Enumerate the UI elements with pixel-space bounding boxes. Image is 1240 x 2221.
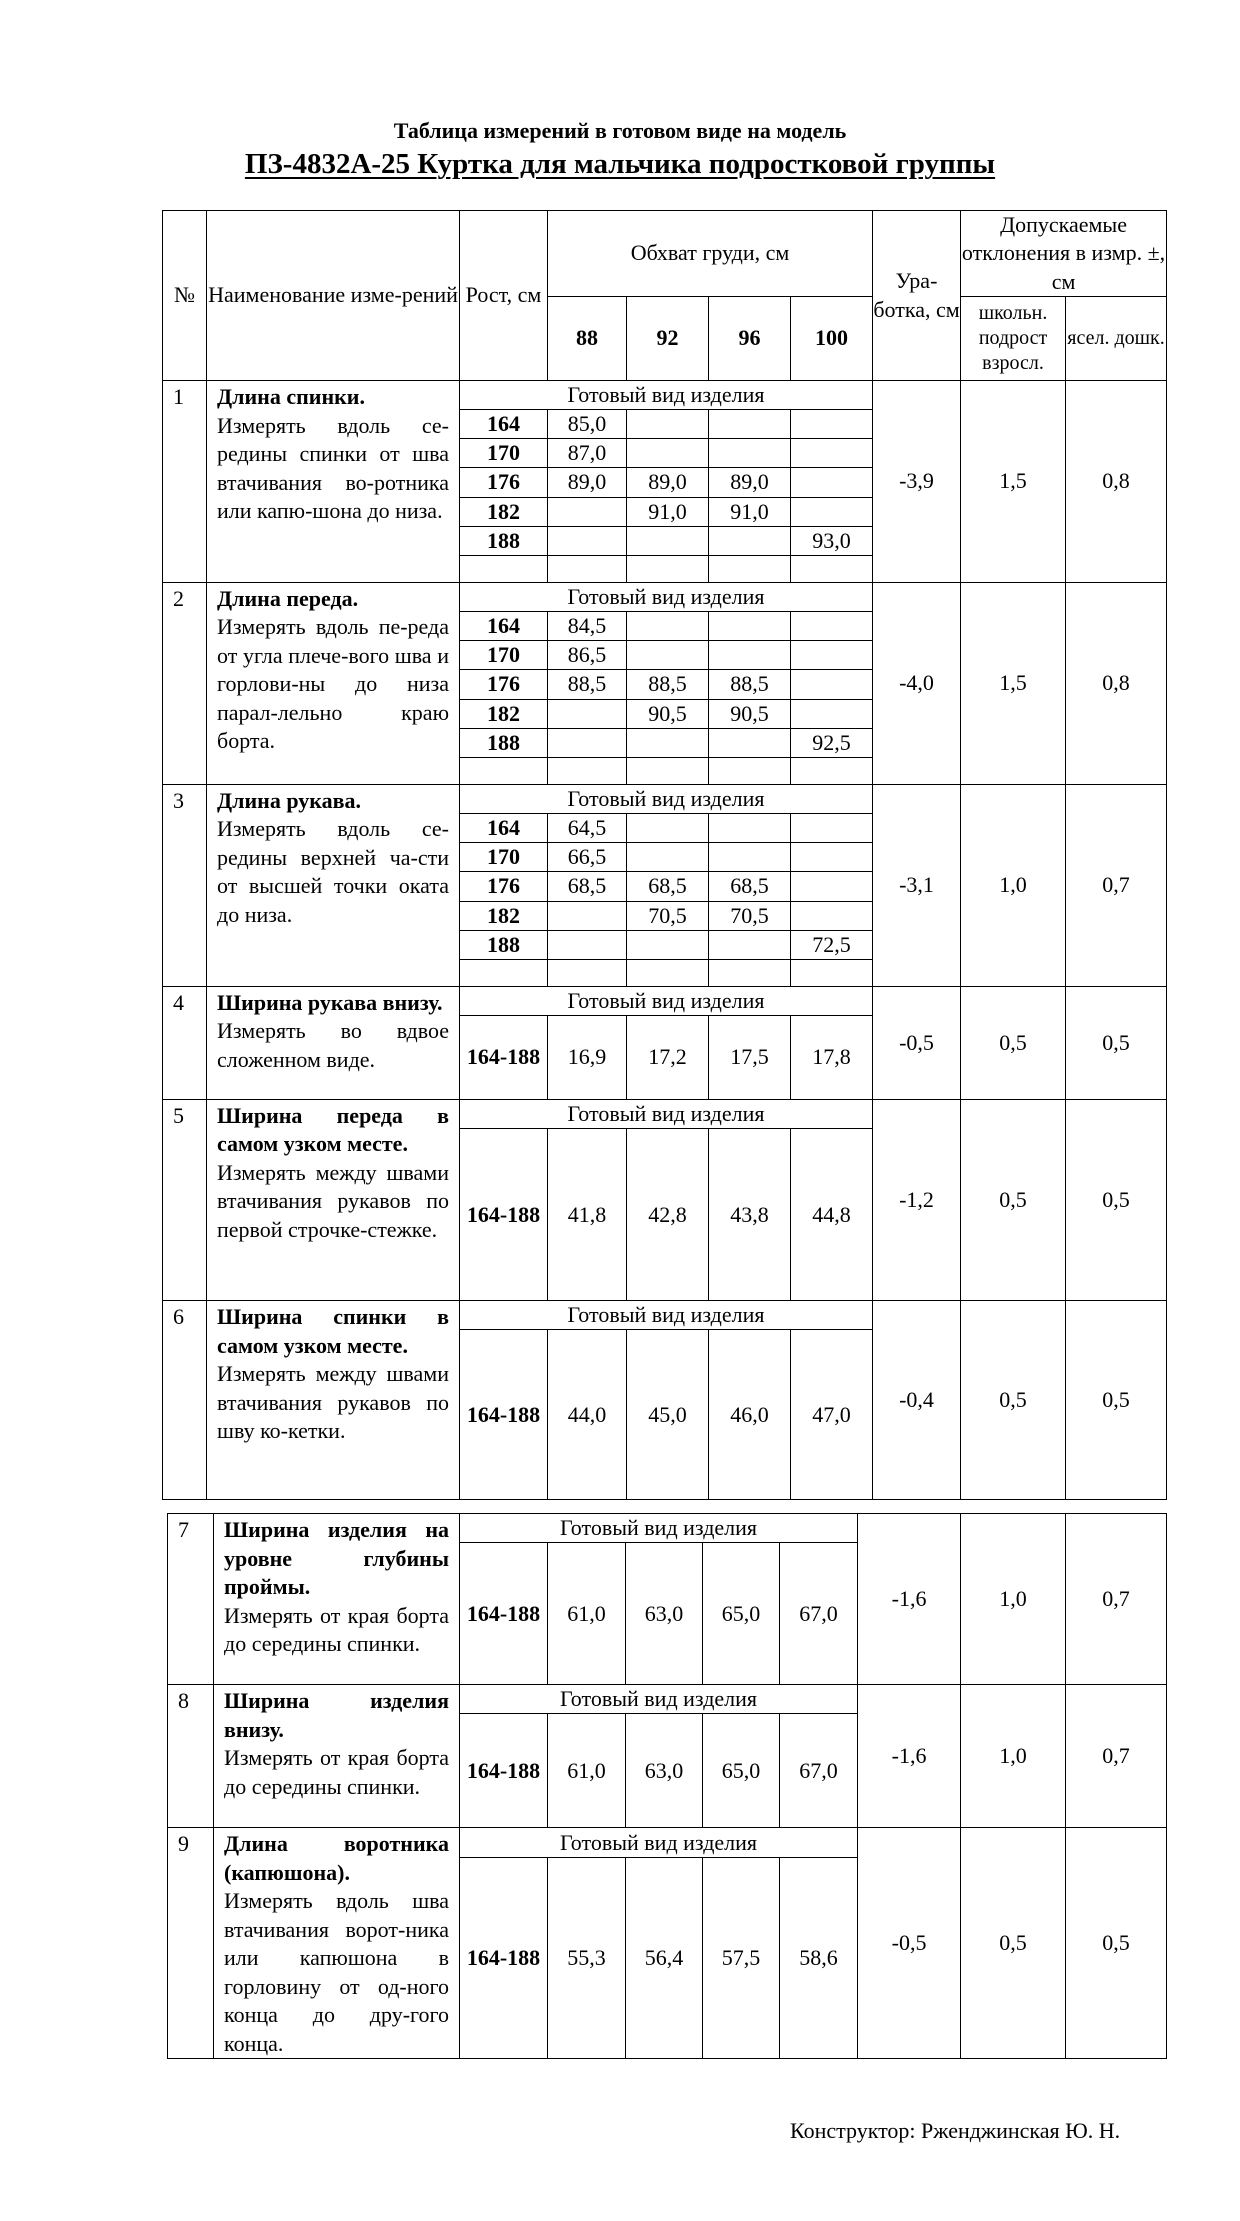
height-range: 164-188 — [460, 1015, 548, 1099]
tolerance-school-value: 1,0 — [961, 1514, 1066, 1685]
height-value — [460, 555, 548, 582]
table-row — [168, 1828, 1167, 1858]
measurement-value: 64,5 — [548, 814, 627, 843]
height-value: 182 — [460, 497, 548, 526]
measurement-value — [791, 814, 873, 843]
designer-signature: Конструктор: Рженджинская Ю. Н. — [790, 2118, 1121, 2143]
measurement-value: 68,5 — [709, 872, 791, 901]
header-tolerance-preschool: ясел. дошк. — [1066, 297, 1167, 381]
measurement-value — [791, 757, 873, 784]
measurement-value: 84,5 — [548, 612, 627, 641]
document-title — [0, 148, 1240, 181]
allowance-value: -1,6 — [858, 1685, 961, 1828]
measurement-value: 47,0 — [791, 1330, 873, 1500]
height-value — [460, 959, 548, 986]
measurement-value — [791, 612, 873, 641]
measurement-value: 46,0 — [709, 1330, 791, 1500]
measurement-value: 63,0 — [626, 1543, 703, 1685]
height-value: 164 — [460, 612, 548, 641]
measurement-value: 17,8 — [791, 1015, 873, 1099]
measurement-value — [709, 439, 791, 468]
measurement-value — [791, 670, 873, 699]
measurement-instructions: Измерять между швами втачивания рукавов по шву ко-кетки. — [217, 1361, 449, 1444]
measurement-value: 43,8 — [709, 1129, 791, 1301]
height-value: 170 — [460, 843, 548, 872]
row-number: 9 — [168, 1828, 214, 2059]
height-value — [460, 757, 548, 784]
header-allowance: Ура-ботка, см — [873, 211, 961, 381]
tolerance-school-value: 0,5 — [961, 1099, 1066, 1300]
measurement-value — [709, 410, 791, 439]
measurement-name — [207, 784, 460, 986]
allowance-value: -0,4 — [873, 1301, 961, 1500]
section-label: Готовый вид изделия — [460, 1099, 873, 1128]
measurement-value — [709, 728, 791, 757]
measurement-value: 68,5 — [627, 872, 709, 901]
measurement-value — [791, 872, 873, 901]
measurement-value — [791, 468, 873, 497]
tolerance-preschool-value: 0,5 — [1066, 986, 1167, 1099]
tolerance-school-value: 1,0 — [961, 1685, 1066, 1828]
header-chest-size: 88 — [548, 297, 627, 381]
measurement-title: Длина переда. — [217, 585, 359, 611]
measurement-value — [791, 410, 873, 439]
measurement-value — [709, 641, 791, 670]
section-label: Готовый вид изделия — [460, 1301, 873, 1330]
height-value: 188 — [460, 526, 548, 555]
measurement-value — [548, 728, 627, 757]
height-value: 164 — [460, 410, 548, 439]
measurement-value — [791, 641, 873, 670]
header-tolerance: Допускаемые отклонения в измр. ±, см — [961, 211, 1167, 297]
tolerance-school-value: 0,5 — [961, 986, 1066, 1099]
measurement-value: 92,5 — [791, 728, 873, 757]
measurement-instructions: Измерять от края борта до середины спинки. — [224, 1745, 449, 1799]
measurement-value: 72,5 — [791, 930, 873, 959]
measurement-value — [791, 439, 873, 468]
height-value: 176 — [460, 468, 548, 497]
measurement-name — [207, 1301, 460, 1500]
measurement-name — [214, 1514, 460, 1685]
allowance-value: -3,1 — [873, 784, 961, 986]
measurement-instructions: Измерять во вдвое сложенном виде. — [217, 1018, 449, 1072]
measurement-value — [709, 814, 791, 843]
measurement-value: 89,0 — [548, 468, 627, 497]
measurement-title: Длина спинки. — [217, 384, 365, 409]
measurement-value — [627, 439, 709, 468]
measurement-name — [207, 986, 460, 1099]
measurement-value: 66,5 — [548, 843, 627, 872]
row-number: 2 — [163, 582, 207, 784]
measurement-value: 70,5 — [627, 901, 709, 930]
measurement-instructions: Измерять вдоль пе-реда от угла плече-вого шва и горлови-ны до низа парал-лельно краю борта. — [217, 614, 449, 754]
row-number: 3 — [163, 784, 207, 986]
tolerance-school-value: 1,0 — [961, 784, 1066, 986]
measurement-title: Длина воротника (капюшона). — [224, 1831, 449, 1885]
measurement-value — [627, 555, 709, 582]
measurement-value: 68,5 — [548, 872, 627, 901]
measurement-value — [548, 699, 627, 728]
measurement-value — [627, 728, 709, 757]
measurement-value — [548, 555, 627, 582]
measurement-name — [207, 1099, 460, 1300]
tolerance-preschool-value: 0,5 — [1066, 1301, 1167, 1500]
measurement-value — [548, 497, 627, 526]
measurement-value — [709, 930, 791, 959]
height-value: 182 — [460, 901, 548, 930]
measurement-value: 85,0 — [548, 410, 627, 439]
measurement-value — [548, 930, 627, 959]
measurement-value — [627, 814, 709, 843]
measurement-value — [709, 757, 791, 784]
tolerance-preschool-value: 0,8 — [1066, 381, 1167, 583]
allowance-value: -1,6 — [858, 1514, 961, 1685]
measurements-table-lower — [167, 1513, 1167, 2059]
measurement-instructions: Измерять вдоль шва втачивания ворот-ника или капюшона в горловину от од-ного конца до дру-гого конца. — [224, 1888, 449, 2056]
tolerance-school-value: 1,5 — [961, 582, 1066, 784]
table-caption: Таблица измерений в готовом виде на модель — [393, 118, 847, 143]
header-num: № — [163, 211, 207, 381]
measurement-name — [207, 582, 460, 784]
measurement-value: 86,5 — [548, 641, 627, 670]
measurement-value: 45,0 — [627, 1330, 709, 1500]
tolerance-preschool-value: 0,5 — [1066, 1099, 1167, 1300]
row-number: 6 — [163, 1301, 207, 1500]
height-value: 176 — [460, 670, 548, 699]
measurement-value: 93,0 — [791, 526, 873, 555]
header-tolerance-school: школьн. подрост взросл. — [961, 297, 1066, 381]
measurement-value: 87,0 — [548, 439, 627, 468]
measurement-instructions: Измерять вдоль се-редины спинки от шва втачивания во-ротника или капю-шона до низа. — [217, 412, 449, 523]
header-name: Наименование изме-рений — [207, 211, 460, 381]
measurement-value: 61,0 — [548, 1543, 626, 1685]
measurement-value: 90,5 — [709, 699, 791, 728]
header-chest-size: 92 — [627, 297, 709, 381]
measurement-value: 56,4 — [626, 1857, 703, 2058]
table-row — [163, 381, 1167, 410]
measurement-value — [709, 959, 791, 986]
measurement-value — [627, 410, 709, 439]
height-range: 164-188 — [460, 1857, 548, 2058]
table-row — [163, 1099, 1167, 1128]
height-range: 164-188 — [460, 1543, 548, 1685]
measurement-title: Ширина изделия внизу. — [224, 1688, 449, 1742]
measurement-value — [709, 526, 791, 555]
measurement-value — [791, 901, 873, 930]
measurement-value: 58,6 — [780, 1857, 858, 2058]
measurement-value — [709, 612, 791, 641]
header-chest-size: 100 — [791, 297, 873, 381]
measurement-value: 17,5 — [709, 1015, 791, 1099]
measurement-value — [791, 497, 873, 526]
section-label: Готовый вид изделия — [460, 582, 873, 611]
allowance-value: -1,2 — [873, 1099, 961, 1300]
measurements-table-upper — [162, 210, 1167, 1500]
measurement-value: 44,0 — [548, 1330, 627, 1500]
measurement-value — [627, 526, 709, 555]
measurement-title: Ширина переда в самом узком месте. — [217, 1102, 449, 1157]
tolerance-preschool-value: 0,8 — [1066, 582, 1167, 784]
measurement-name — [207, 381, 460, 583]
measurement-value: 91,0 — [709, 497, 791, 526]
measurement-value — [627, 612, 709, 641]
header-height: Рост, см — [460, 211, 548, 381]
table-row — [163, 582, 1167, 611]
section-label: Готовый вид изделия — [460, 784, 873, 813]
height-value: 164 — [460, 814, 548, 843]
measurement-value — [791, 959, 873, 986]
allowance-value: -3,9 — [873, 381, 961, 583]
measurement-value — [548, 959, 627, 986]
measurement-title: Ширина изделия на уровне глубины проймы. — [224, 1517, 449, 1599]
table-row — [163, 1301, 1167, 1330]
section-label: Готовый вид изделия — [460, 1828, 858, 1858]
measurement-value: 88,5 — [627, 670, 709, 699]
measurement-title: Ширина спинки в самом узком месте. — [217, 1304, 449, 1358]
measurement-value: 44,8 — [791, 1129, 873, 1301]
tolerance-preschool-value: 0,5 — [1066, 1828, 1167, 2059]
measurement-value: 67,0 — [780, 1714, 858, 1828]
table-row — [163, 986, 1167, 1015]
section-label: Готовый вид изделия — [460, 1514, 858, 1543]
measurement-value: 17,2 — [627, 1015, 709, 1099]
row-number: 4 — [163, 986, 207, 1099]
section-label: Готовый вид изделия — [460, 1685, 858, 1714]
measurement-value: 65,0 — [703, 1543, 780, 1685]
height-range: 164-188 — [460, 1129, 548, 1301]
measurement-value — [627, 930, 709, 959]
measurement-value — [709, 843, 791, 872]
measurement-instructions: Измерять между швами втачивания рукавов по первой строчке-стежке. — [217, 1159, 449, 1242]
height-value: 188 — [460, 930, 548, 959]
measurement-value — [627, 843, 709, 872]
height-value: 170 — [460, 439, 548, 468]
measurement-value: 70,5 — [709, 901, 791, 930]
table-row — [168, 1685, 1167, 1714]
measurement-value: 41,8 — [548, 1129, 627, 1301]
measurement-value: 88,5 — [548, 670, 627, 699]
row-number: 8 — [168, 1685, 214, 1828]
measurement-value — [627, 959, 709, 986]
measurement-name — [214, 1828, 460, 2059]
tolerance-preschool-value: 0,7 — [1066, 784, 1167, 986]
measurement-value — [627, 641, 709, 670]
tolerance-school-value: 1,5 — [961, 381, 1066, 583]
measurement-value — [627, 757, 709, 784]
measurement-value: 57,5 — [703, 1857, 780, 2058]
measurement-value — [548, 526, 627, 555]
measurement-value — [791, 843, 873, 872]
tolerance-school-value: 0,5 — [961, 1301, 1066, 1500]
model-title: ПЗ-4832А-25 Куртка для мальчика подростковой группы — [244, 148, 996, 180]
measurement-value: 55,3 — [548, 1857, 626, 2058]
measurement-value: 91,0 — [627, 497, 709, 526]
table-row — [163, 784, 1167, 813]
height-range: 164-188 — [460, 1330, 548, 1500]
measurement-instructions: Измерять вдоль се-редины верхней ча-сти от высшей точки оката до низа. — [217, 816, 449, 927]
measurement-value — [548, 757, 627, 784]
measurement-instructions: Измерять от края борта до середины спинки. — [224, 1602, 449, 1656]
measurement-value — [791, 699, 873, 728]
measurement-value — [548, 901, 627, 930]
tolerance-school-value: 0,5 — [961, 1828, 1066, 2059]
allowance-value: -0,5 — [858, 1828, 961, 2059]
measurement-value: 63,0 — [626, 1714, 703, 1828]
measurement-value: 90,5 — [627, 699, 709, 728]
header-chest-size: 96 — [709, 297, 791, 381]
measurement-value: 42,8 — [627, 1129, 709, 1301]
header-chest: Обхват груди, см — [548, 211, 873, 297]
measurement-value: 61,0 — [548, 1714, 626, 1828]
height-value: 182 — [460, 699, 548, 728]
row-number: 1 — [163, 381, 207, 583]
height-value: 170 — [460, 641, 548, 670]
measurement-name — [214, 1685, 460, 1828]
allowance-value: -4,0 — [873, 582, 961, 784]
measurement-title: Ширина рукава внизу. — [217, 989, 443, 1015]
measurement-value — [791, 555, 873, 582]
measurement-value: 89,0 — [709, 468, 791, 497]
measurement-value — [709, 555, 791, 582]
allowance-value: -0,5 — [873, 986, 961, 1099]
measurement-value: 88,5 — [709, 670, 791, 699]
measurement-value: 67,0 — [780, 1543, 858, 1685]
table-row — [168, 1514, 1167, 1543]
height-value: 188 — [460, 728, 548, 757]
measurement-title: Длина рукава. — [217, 787, 361, 813]
section-label: Готовый вид изделия — [460, 381, 873, 410]
measurement-value: 65,0 — [703, 1714, 780, 1828]
measurement-value: 89,0 — [627, 468, 709, 497]
tolerance-preschool-value: 0,7 — [1066, 1685, 1167, 1828]
row-number: 5 — [163, 1099, 207, 1300]
height-value: 176 — [460, 872, 548, 901]
tolerance-preschool-value: 0,7 — [1066, 1514, 1167, 1685]
measurement-value: 16,9 — [548, 1015, 627, 1099]
row-number: 7 — [168, 1514, 214, 1685]
height-range: 164-188 — [460, 1714, 548, 1828]
section-label: Готовый вид изделия — [460, 986, 873, 1015]
